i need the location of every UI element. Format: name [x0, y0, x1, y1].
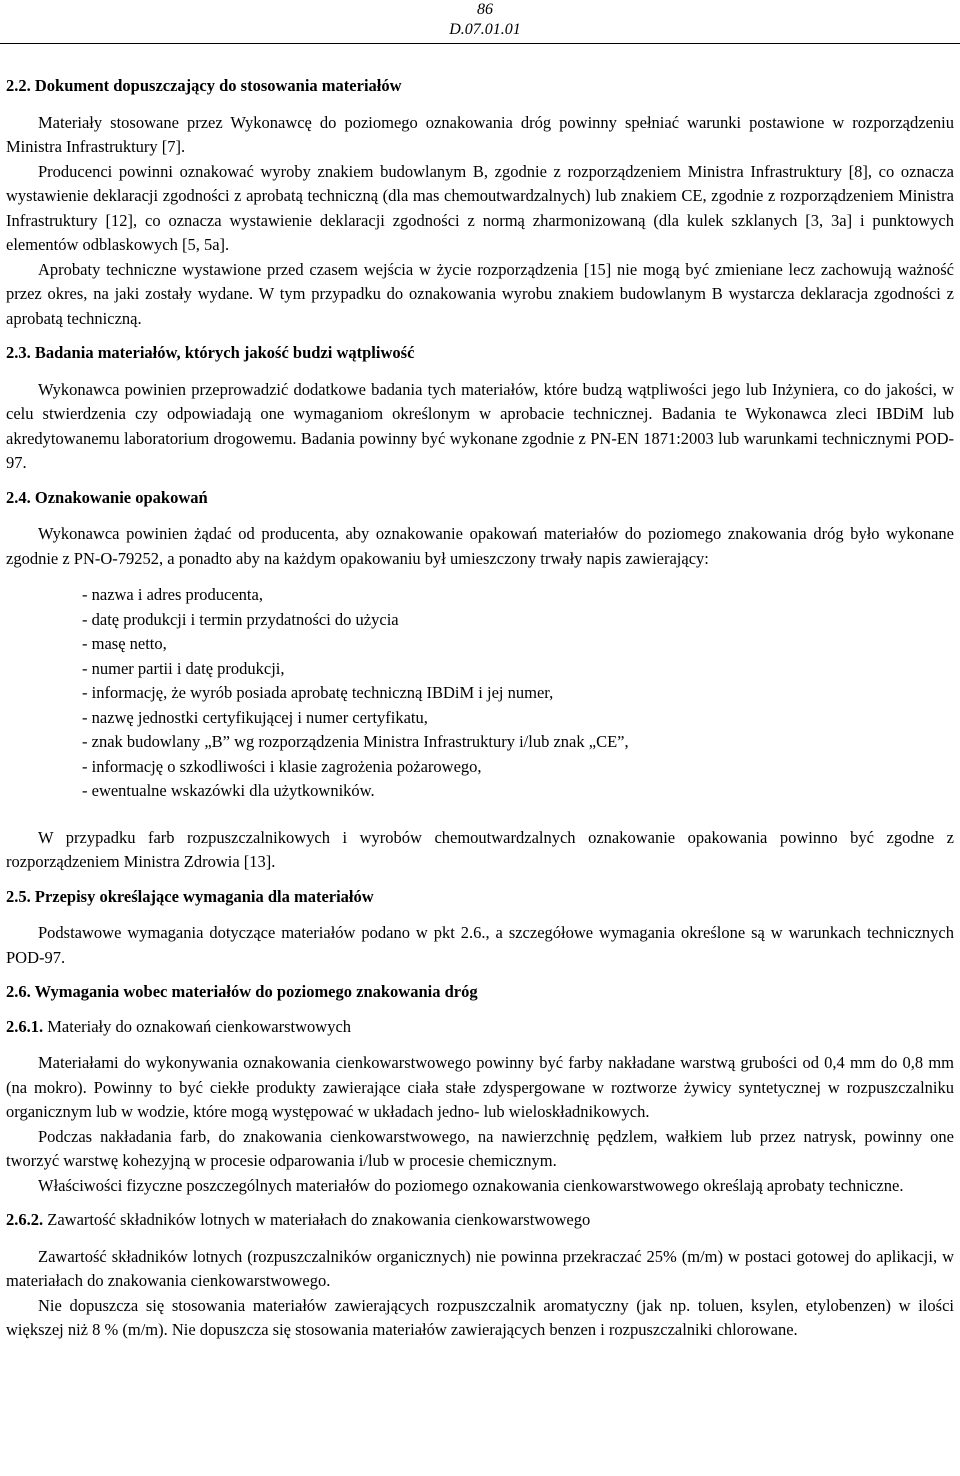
paragraph: Podstawowe wymagania dotyczące materiałów podano w pkt 2.6., a szczegółowe wymagania określone są w warunkach technicznych POD-97.	[6, 923, 954, 967]
list-item: - numer partii i datę produkcji,	[82, 658, 285, 678]
paragraph: W przypadku farb rozpuszczalnikowych i wyrobów chemoutwardzalnych oznakowanie opakowania powinno być zgodne z rozporządzeniem Ministra Zdrowia [13].	[6, 827, 954, 871]
document-code: D.07.01.01	[449, 21, 521, 38]
section-heading-2-6-2: 2.6.2. Zawartość składników lotnych w materiałach do znakowania cienkowarstwowego	[6, 1210, 591, 1229]
section-heading-2-6: 2.6. Wymagania wobec materiałów do poziomego znakowania dróg	[6, 982, 478, 1001]
section-heading-2-4: 2.4. Oznakowanie opakowań	[6, 487, 208, 507]
list-item: - znak budowlany „B” wg rozporządzenia Ministra Infrastruktury i/lub znak „CE”,	[82, 732, 629, 751]
document-body	[6, 74, 954, 1343]
list-item: - nazwę jednostki certyfikującej i numer certyfikatu,	[82, 707, 428, 727]
paragraph: Producenci powinni oznakować wyroby znakiem budowlanym B, zgodnie z rozporządzeniem Ministra Infrastruktury [8], co oznacza wystawienie deklaracji zgodności z aprobatą techniczną (dla mas chemoutwardzalnych) lub znakiem CE, zgodnie z rozporządzeniem Ministra Infrastruktury [12], co oznacza wystawienie deklaracji zgodności z normą zharmonizowaną (dla kulek szklanych [3, 3a] i punktowych elementów odblaskowych [5, 5a].	[6, 161, 954, 254]
section-heading-2-5: 2.5. Przepisy określające wymagania dla materiałów	[6, 886, 374, 906]
paragraph: Podczas nakładania farb, do znakowania cienkowarstwowego, na nawierzchnię pędzlem, wałkiem lub przez natrysk, powinny one tworzyć warstwę kohezyjną w procesie odparowania i/lub w procesie chemicznym.	[6, 1126, 954, 1170]
list-item: - informację o szkodliwości i klasie zagrożenia pożarowego,	[82, 756, 482, 776]
list-item: - informację, że wyrób posiada aprobatę techniczną IBDiM i jej numer,	[82, 683, 554, 702]
page-number: 86	[477, 1, 493, 18]
paragraph: Materiałami do wykonywania oznakowania cienkowarstwowego powinny być farby nakładane warstwą grubości od 0,4 mm do 0,8 mm (na mokro). Powinny to być ciekłe produkty zawierające ciała stałe zdyspergowane w roztworze żywicy syntetycznej w rozpuszczalniku organicznym lub w wodzie, które mogą występować w układach jedno- lub wieloskładnikowych.	[6, 1053, 954, 1121]
section-heading-2-3: 2.3. Badania materiałów, których jakość budzi wątpliwość	[6, 343, 415, 362]
paragraph: Nie dopuszcza się stosowania materiałów zawierających rozpuszczalnik aromatyczny (jak np. toluen, ksylen, etylobenzen) w ilości większej niż 8 % (m/m). Nie dopuszcza się stosowania materiałów zawierających benzen i rozpuszczalniki chlorowane.	[6, 1295, 954, 1339]
list-item: - ewentualne wskazówki dla użytkowników.	[82, 781, 375, 800]
section-heading-2-6-1: 2.6.1. Materiały do oznakowań cienkowarstwowych	[6, 1016, 352, 1036]
page-header	[430, 0, 540, 40]
section-heading-2-2: 2.2. Dokument dopuszczający do stosowania materiałów	[6, 76, 402, 95]
paragraph: Wykonawca powinien żądać od producenta, aby oznakowanie opakowań materiałów do poziomego znakowania dróg było wykonane zgodnie z PN-O-79252, a ponadto aby na każdym opakowaniu był umieszczony trwały napis zawierający:	[6, 524, 954, 568]
paragraph: Zawartość składników lotnych (rozpuszczalników organicznych) nie powinna przekraczać 25% (m/m) w postaci gotowej do aplikacji, w materiałach do znakowania cienkowarstwowego.	[6, 1246, 954, 1290]
label-contents-list	[6, 583, 954, 804]
list-item: - nazwa i adres producenta,	[82, 585, 263, 604]
paragraph: Właściwości fizyczne poszczególnych materiałów do poziomego oznakowania cienkowarstwowego określają aprobaty techniczne.	[38, 1175, 904, 1195]
header-rule	[0, 43, 960, 44]
list-item: - datę produkcji i termin przydatności do użycia	[82, 609, 399, 629]
paragraph: Wykonawca powinien przeprowadzić dodatkowe badania tych materiałów, które budzą wątpliwości jego lub Inżyniera, co do jakości, w celu stwierdzenia czy odpowiadają one wymaganiom określonym w aprobacie technicznej. Badania te Wykonawca zleci IBDiM lub akredytowanemu laboratorium drogowemu. Badania powinny być wykonane zgodnie z PN-EN 1871:2003 lub warunkami technicznymi POD-97.	[6, 379, 954, 472]
paragraph: Aprobaty techniczne wystawione przed czasem wejścia w życie rozporządzenia [15] nie mogą być zmieniane lecz zachowują ważność przez okres, na jaki zostały wydane. W tym przypadku do oznakowania wyrobu znakiem budowlanym B wystarcza deklaracja zgodności z aprobatą techniczną.	[6, 259, 954, 328]
list-item: - masę netto,	[82, 634, 167, 653]
paragraph: Materiały stosowane przez Wykonawcę do poziomego oznakowania dróg powinny spełniać warunki postawione w rozporządzeniu Ministra Infrastruktury [7].	[6, 112, 954, 156]
